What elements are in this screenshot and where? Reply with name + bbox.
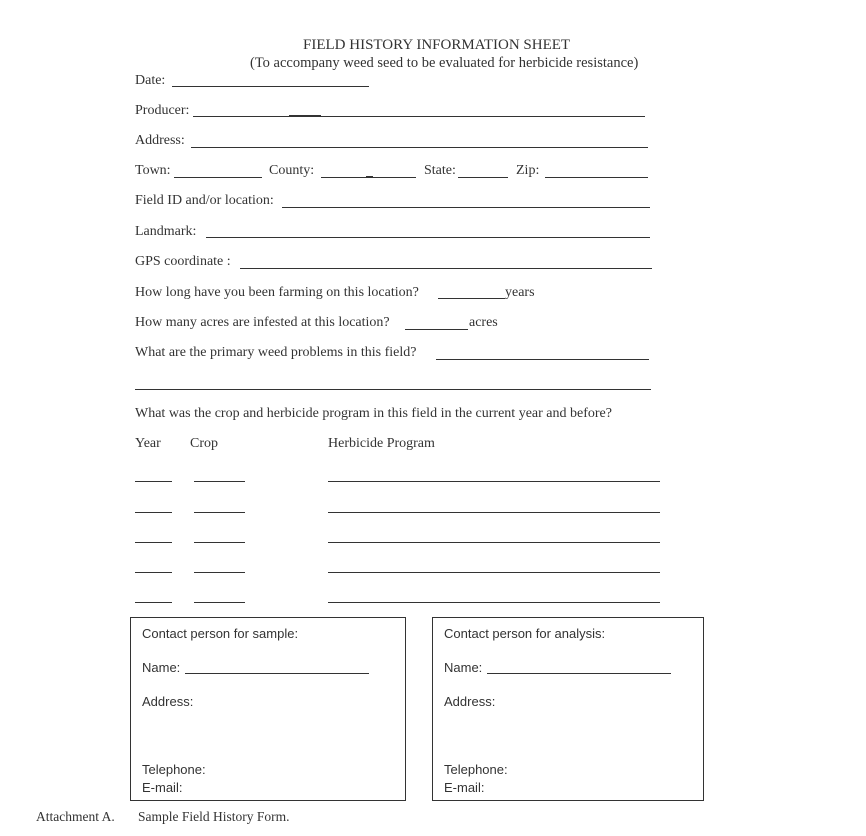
weed-line-2[interactable] <box>135 389 651 390</box>
contact-sample-address-label: Address: <box>142 694 194 709</box>
address-label: Address: <box>135 133 185 148</box>
gps-label: GPS coordinate : <box>135 254 231 269</box>
contact-analysis-box <box>432 617 704 801</box>
contact-sample-telephone-label: Telephone: <box>142 762 206 777</box>
contact-sample-name-label: Name: <box>142 660 181 675</box>
date-line[interactable] <box>172 86 369 87</box>
year-line[interactable] <box>135 602 172 603</box>
caption-text: Sample Field History Form. <box>138 809 290 824</box>
acres-question: How many acres are infested at this location? <box>135 315 390 330</box>
year-column-header: Year <box>135 436 161 451</box>
herbicide-line[interactable] <box>328 602 660 603</box>
field-id-line[interactable] <box>282 207 650 208</box>
contact-analysis-title: Contact person for analysis: <box>444 626 606 641</box>
herbicide-column-header: Herbicide Program <box>328 436 435 451</box>
crop-question: What was the crop and herbicide program in this field in the current year and before? <box>135 406 612 421</box>
state-label: State: <box>424 163 456 178</box>
farming-question: How long have you been farming on this location? <box>135 285 419 300</box>
crop-column-header: Crop <box>190 436 218 451</box>
producer-line-mark <box>289 115 321 117</box>
crop-line[interactable] <box>194 602 245 603</box>
herbicide-line[interactable] <box>328 542 660 543</box>
year-line[interactable] <box>135 572 172 573</box>
herbicide-line[interactable] <box>328 481 660 482</box>
landmark-line[interactable] <box>206 237 650 238</box>
acres-unit: acres <box>469 315 498 330</box>
contact-analysis-name-label: Name: <box>444 660 483 675</box>
producer-line[interactable] <box>193 116 645 117</box>
crop-line[interactable] <box>194 481 245 482</box>
year-line[interactable] <box>135 512 172 513</box>
form-title: FIELD HISTORY INFORMATION SHEET <box>303 37 571 53</box>
landmark-label: Landmark: <box>135 224 197 239</box>
address-line[interactable] <box>191 147 648 148</box>
contact-analysis-email-label: E-mail: <box>444 780 485 795</box>
herbicide-line[interactable] <box>328 572 660 573</box>
town-line[interactable] <box>174 177 262 178</box>
zip-label: Zip: <box>516 163 540 178</box>
state-line[interactable] <box>458 177 508 178</box>
form-subtitle: (To accompany weed seed to be evaluated for herbicide resistance) <box>250 55 639 71</box>
caption-label: Attachment A. <box>36 809 115 824</box>
contact-sample-email-label: E-mail: <box>142 780 183 795</box>
contact-sample-box <box>130 617 406 801</box>
weed-line-1[interactable] <box>436 359 649 360</box>
gps-line[interactable] <box>240 268 652 269</box>
date-label: Date: <box>135 73 166 88</box>
crop-line[interactable] <box>194 572 245 573</box>
contact-analysis-name-line[interactable] <box>487 673 671 674</box>
herbicide-line[interactable] <box>328 512 660 513</box>
contact-sample-name-line[interactable] <box>185 673 369 674</box>
contact-analysis-address-label: Address: <box>444 694 496 709</box>
year-line[interactable] <box>135 481 172 482</box>
field-id-label: Field ID and/or location: <box>135 193 274 208</box>
town-label: Town: <box>135 163 171 178</box>
crop-line[interactable] <box>194 542 245 543</box>
zip-line[interactable] <box>545 177 648 178</box>
contact-analysis-telephone-label: Telephone: <box>444 762 508 777</box>
crop-line[interactable] <box>194 512 245 513</box>
county-line-mark <box>366 176 373 178</box>
county-label: County: <box>269 163 315 178</box>
producer-label: Producer: <box>135 103 190 118</box>
year-line[interactable] <box>135 542 172 543</box>
weed-question: What are the primary weed problems in this field? <box>135 345 417 360</box>
farming-unit: years <box>505 285 535 300</box>
acres-line[interactable] <box>405 329 468 330</box>
farming-years-line[interactable] <box>438 298 505 299</box>
contact-sample-title: Contact person for sample: <box>142 626 299 641</box>
